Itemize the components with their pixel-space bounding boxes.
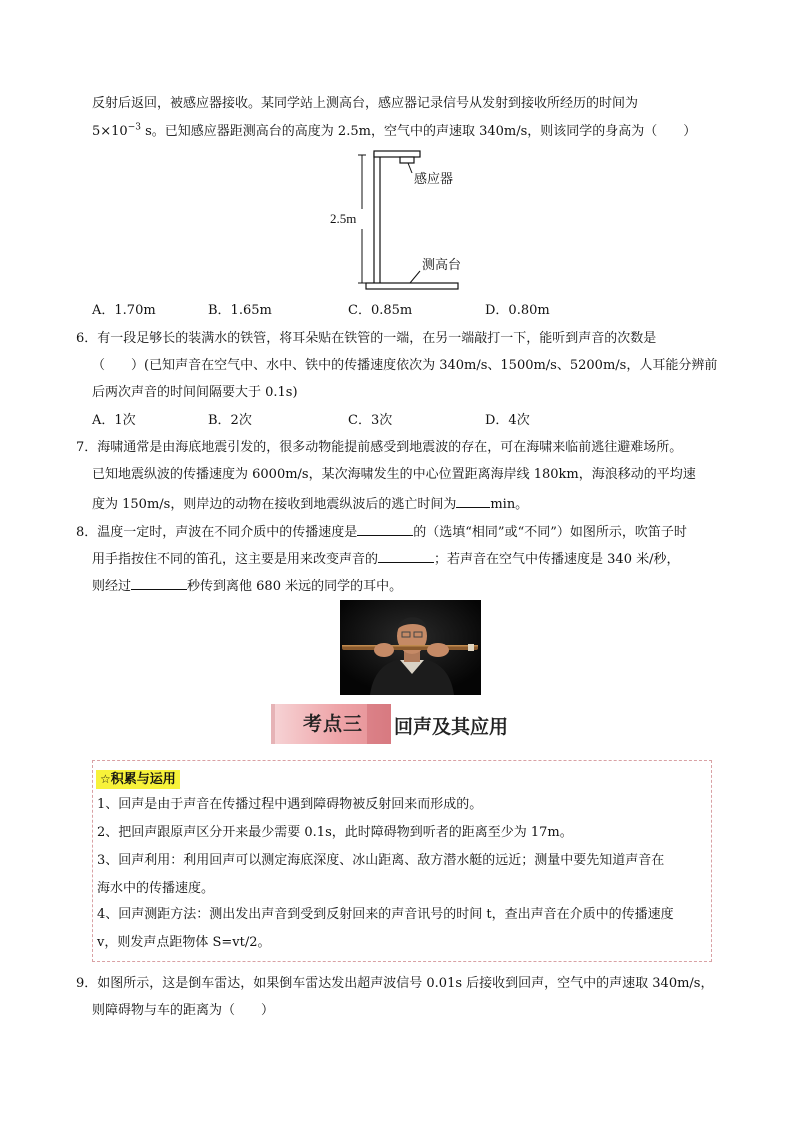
knowledge-tag-label: 积累与运用 [110,772,176,787]
figure-height-label: 2.5m [330,211,357,226]
q6-option-b[interactable]: B．2次 [208,413,252,428]
height-measure-figure [330,145,480,295]
q7-answer-blank[interactable] [456,493,490,508]
q8-answer-blank-1[interactable] [357,521,413,536]
q8-text-line2-start: 用手指按住不同的笛孔，这主要是用来改变声音的 [92,552,379,567]
q5-time-exponent: −3 [127,122,141,133]
q7-text-line3-end: min。 [490,497,529,512]
knowledge-item-4-cont: v，则发声点距物体 S=vt/2。 [97,935,271,950]
star-icon: ☆ [100,772,111,786]
q7-text-line1: 7．海啸通常是由海底地震引发的，很多动物能提前感受到地震波的存在，可在海啸来临前逃往避难场所。 [76,440,683,455]
q8-text-line3-start: 则经过 [92,579,132,594]
figure-platform-leader [410,271,420,283]
q8-text-line3 [92,575,402,596]
q5-options [92,302,692,320]
figure-post [374,153,380,285]
q8-text-line2-end: ；若声音在空气中传播速度是 340 米/秒， [434,552,680,567]
figure-sensor [400,157,414,163]
q8-answer-blank-3[interactable] [131,575,187,590]
q9-text-line1: 9．如图所示，这是倒车雷达，如果倒车雷达发出超声波信号 0.01s 后接收到回声，空气中的声速取 340m/s， [76,976,714,991]
q8-text-line1 [76,521,687,542]
knowledge-item-4: 4、回声测距方法：测出发出声音到受到反射回来的声音讯号的时间 t，查出声音在介质中的传播速度 [97,907,674,922]
section-banner [275,704,391,744]
q8-text-line1-end: 的（选填“相同”或“不同”）如图所示，吹笛子时 [413,525,687,540]
q6-option-d[interactable]: D．4次 [485,413,530,428]
q8-answer-blank-2[interactable] [378,548,434,563]
figure-platform-label: 测高台 [422,258,462,273]
knowledge-item-3-cont: 海水中的传播速度。 [97,881,215,896]
figure-platform [366,283,458,289]
q5-option-a[interactable]: A．1.70m [92,303,156,318]
flute-player-illustration [340,600,481,695]
figure-sensor-leader [408,163,412,173]
q5-text-line1: 反射后返回，被感应器接收。某同学站上测高台，感应器记录信号从发射到接收所经历的时间为 [92,96,639,111]
q7-text-line2: 已知地震纵波的传播速度为 6000m/s，某次海啸发生的中心位置距离海岸线 180km，海浪移动的平均速 [92,467,696,482]
knowledge-item-2: 2、把回声跟原声区分开来最少需要 0.1s，此时障碍物到听者的距离至少为 17m。 [97,825,573,840]
q7-text-line3 [92,493,528,514]
figure-sensor-label: 感应器 [414,172,454,187]
knowledge-item-3: 3、回声利用：利用回声可以测定海底深度、冰山距离、敌方潜水艇的远近；测量中要先知道声音在 [97,853,665,868]
section-label: 考点三 [302,713,363,735]
q5-option-c[interactable]: C．0.85m [348,303,413,318]
q6-option-c[interactable]: C．3次 [348,413,393,428]
q6-text-line2: （ ）(已知声音在空气中、水中、铁中的传播速度依次为 340m/s、1500m/s、5200m/s，人耳能分辨前 [92,358,718,373]
q5-text-line2 [92,123,696,141]
q8-text-line3-end: 秒传到离他 680 米远的同学的耳中。 [187,579,403,594]
q7-text-line3-start: 度为 150m/s，则岸边的动物在接收到地震纵波后的逃亡时间为 [92,497,457,512]
knowledge-tag [96,770,180,789]
q8-text-line1-start: 8．温度一定时，声波在不同介质中的传播速度是 [76,525,358,540]
q9-text-line2: 则障碍物与车的距离为（ ） [92,1003,275,1018]
q5-option-d[interactable]: D．0.80m [485,303,550,318]
q5-text-line2-rest: s。已知感应器距测高台的高度为 2.5m，空气中的声速取 340m/s，则该同学的身高为（ ） [141,124,697,139]
q6-text-line1: 6．有一段足够长的装满水的铁管，将耳朵贴在铁管的一端，在另一端敲打一下，能听到声音的次数是 [76,331,657,346]
q5-option-b[interactable]: B．1.65m [208,303,272,318]
q8-text-line2 [92,548,679,569]
section-title: 回声及其应用 [394,716,509,738]
figure-top-arm [374,151,420,157]
flute-player-photo [340,600,481,695]
q5-time-base: 5×10 [92,124,128,139]
q6-text-line3: 后两次声音的时间间隔要大于 0.1s) [92,385,298,400]
q6-option-a[interactable]: A．1次 [92,413,136,428]
knowledge-item-1: 1、回声是由于声音在传播过程中遇到障碍物被反射回来而形成的。 [97,797,483,812]
knowledge-box [92,760,712,962]
q6-options [92,412,692,430]
